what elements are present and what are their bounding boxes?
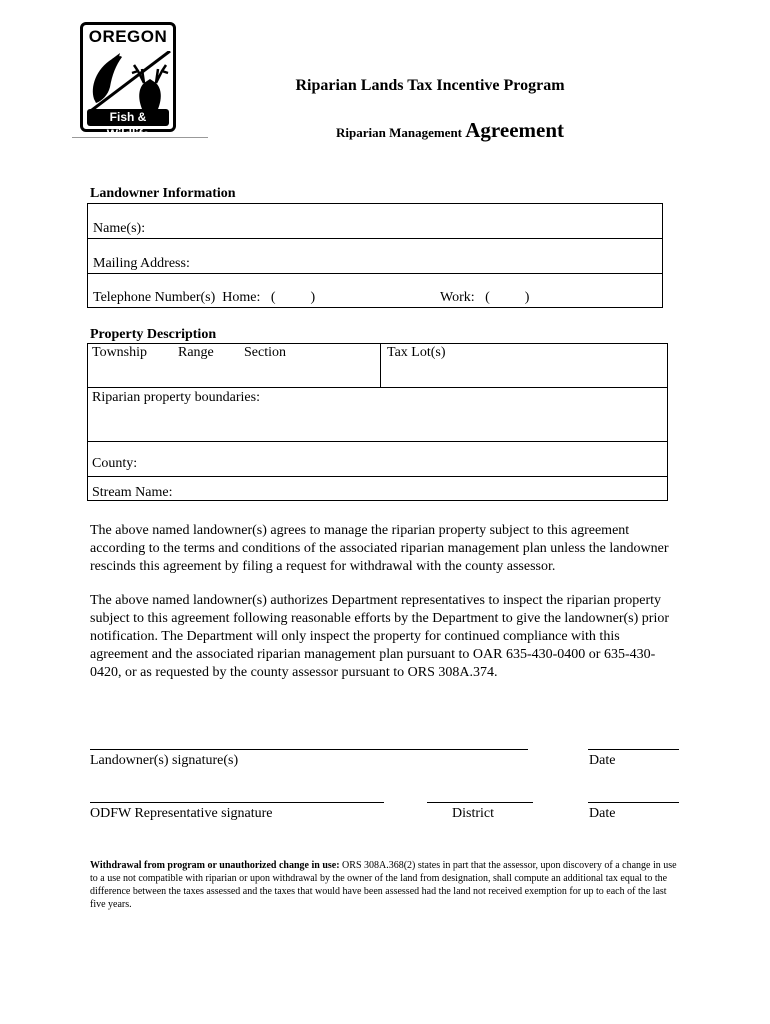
divider: [87, 273, 663, 274]
footnote-heading: Withdrawal from program or unauthorized change in use:: [90, 860, 340, 871]
fish-and-deer-icon: [86, 51, 171, 113]
divider: [87, 441, 668, 442]
stream-name-field-label[interactable]: Stream Name:: [92, 485, 173, 500]
landowner-signature-label: Landowner(s) signature(s): [90, 753, 239, 768]
date-line-1[interactable]: [588, 749, 679, 750]
divider: [87, 476, 668, 477]
withdrawal-footnote: [90, 859, 682, 911]
mailing-address-field-label[interactable]: Mailing Address:: [93, 256, 190, 271]
logo-fish-wildlife-text: Fish & Wildlife: [87, 109, 169, 126]
landowner-signature-line[interactable]: [90, 749, 528, 750]
property-info-box: [87, 343, 668, 501]
range-field-label[interactable]: Range: [178, 345, 214, 360]
divider: [87, 387, 668, 388]
page-title: Riparian Lands Tax Incentive Program: [295, 77, 565, 94]
divider: [380, 343, 381, 388]
township-field-label[interactable]: Township: [92, 345, 148, 360]
logo-divider: [72, 137, 208, 138]
divider: [87, 238, 663, 239]
landowner-heading: Landowner Information: [90, 186, 236, 201]
oregon-fish-wildlife-logo: [80, 22, 176, 141]
district-line[interactable]: [427, 802, 533, 803]
district-label: District: [452, 806, 494, 821]
date-label-1: Date: [589, 753, 616, 768]
tax-lots-field-label[interactable]: Tax Lot(s): [387, 345, 446, 360]
logo-oregon-text: OREGON: [88, 27, 168, 46]
subtitle-big: Agreement: [465, 118, 565, 142]
footnote-text: ORS 308A.368(2) states in part that the assessor, upon discovery of a change in use to a use not compatible with riparian or upon withdrawal by the owner of the land from designation, shall compute an additional tax equal to the difference between the taxes assessed and the taxes that would have been assessed had the land not received exemption for up to each of the last five years.: [90, 860, 677, 910]
section-field-label[interactable]: Section: [244, 345, 286, 360]
inspection-authorization-paragraph: The above named landowner(s) authorizes Department representatives to inspect the riparian property subject to this agreement following reasonable efforts by the Department to give the landowner(s) prior notification. The Department will only inspect the property for continued compliance with this agreement and the associated riparian management plan pursuant to OAR 635-430-0400 or 635-430-0420, or as requested by the county assessor pursuant to ORS 308A.374.: [90, 593, 670, 680]
date-line-2[interactable]: [588, 802, 679, 803]
page-subtitle: [260, 118, 640, 143]
property-heading: Property Description: [90, 327, 217, 342]
home-phone-field-label[interactable]: Telephone Number(s) Home: ( ): [93, 290, 316, 305]
names-field-label[interactable]: Name(s):: [93, 221, 146, 236]
odfw-signature-label: ODFW Representative signature: [90, 806, 273, 821]
work-phone-field-label[interactable]: Work: ( ): [440, 290, 530, 305]
odfw-signature-line[interactable]: [90, 802, 384, 803]
management-agreement-paragraph: The above named landowner(s) agrees to manage the riparian property subject to this agreement according to the terms and conditions of the associated riparian management plan unless the landowner rescinds this agreement by filing a request for withdrawal with the county assessor.: [90, 523, 669, 574]
subtitle-small: Riparian Management: [335, 125, 466, 140]
date-label-2: Date: [589, 806, 616, 821]
county-field-label[interactable]: County:: [92, 456, 138, 471]
boundaries-field-label[interactable]: Riparian property boundaries:: [92, 390, 260, 405]
